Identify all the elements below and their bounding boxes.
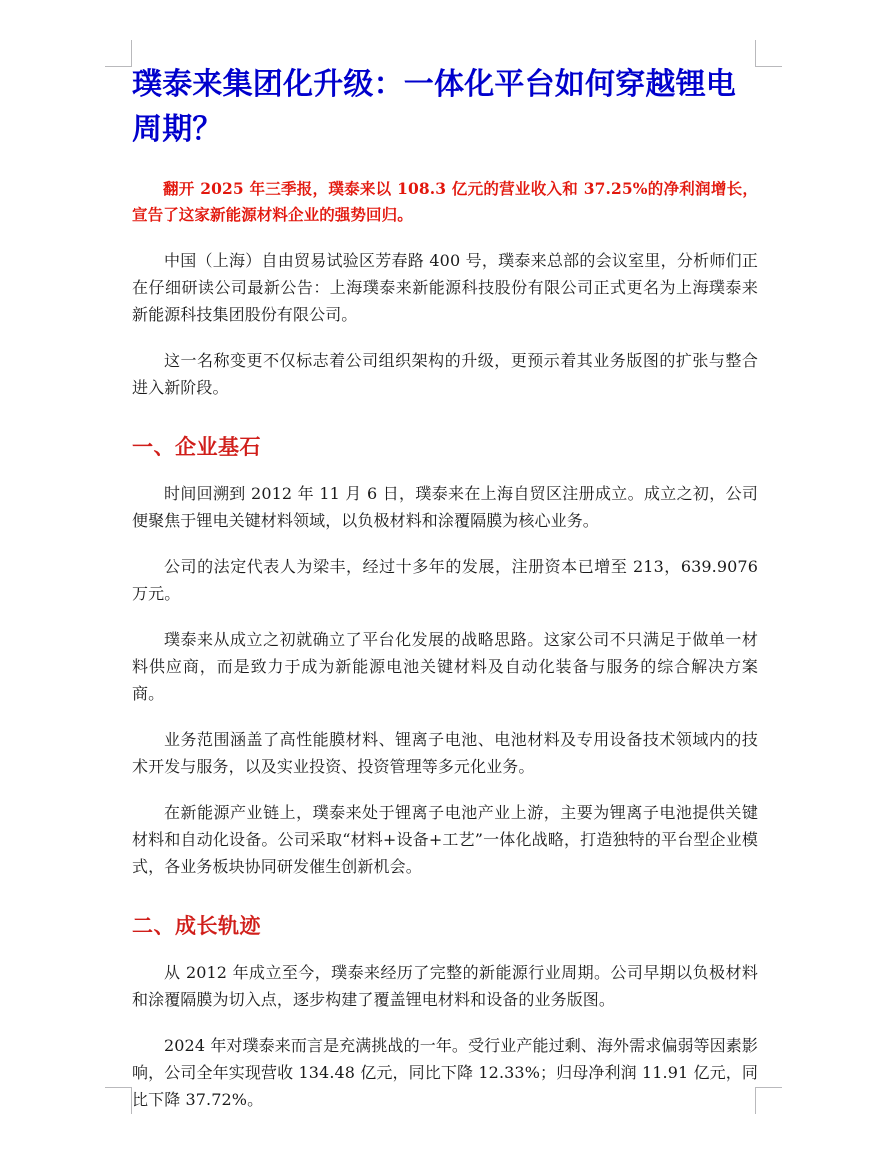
section-2-paragraph-1: 从 2012 年成立至今，璞泰来经历了完整的新能源行业周期。公司早期以负极材料和涂覆隔膜为切入点，逐步构建了覆盖锂电材料和设备的业务版图。 [132, 963, 758, 1009]
section-1-paragraph-4: 业务范围涵盖了高性能膜材料、锂离子电池、电池材料及专用设备技术领域内的技术开发与服务，以及实业投资、投资管理等多元化业务。 [132, 730, 758, 776]
document-title: 璞泰来集团化升级：一体化平台如何穿越锂电周期？ [132, 67, 736, 147]
section-2-paragraph-2: 2024 年对璞泰来而言是充满挑战的一年。受行业产能过剩、海外需求偏弱等因素影响，公司全年实现营收 134.48 亿元，同比下降 12.33%；归母净利润 11.91 亿元，同比下降 37.72%。 [132, 1036, 758, 1109]
crop-mark-bottom-right [755, 1087, 782, 1114]
section-1-paragraph-3: 璞泰来从成立之初就确立了平台化发展的战略思路。这家公司不只满足于做单一材料供应商，而是致力于成为新能源电池关键材料及自动化装备与服务的综合解决方案商。 [132, 630, 758, 703]
crop-mark-bottom-left [105, 1087, 132, 1114]
crop-mark-top-left [105, 40, 132, 67]
section-heading-1: 一、企业基石 [132, 434, 261, 459]
intro-paragraph-1: 中国（上海）自由贸易试验区芳春路 400 号，璞泰来总部的会议室里，分析师们正在仔细研读公司最新公告：上海璞泰来新能源科技股份有限公司正式更名为上海璞泰来新能源科技集团股份有限公司。 [132, 251, 758, 324]
section-1-paragraph-5: 在新能源产业链上，璞泰来处于锂离子电池产业上游，主要为锂离子电池提供关键材料和自动化设备。公司采取“材料+设备+工艺”一体化战略，打造独特的平台型企业模式，各业务板块协同研发催生创新机会。 [132, 803, 758, 876]
section-1-paragraph-1: 时间回溯到 2012 年 11 月 6 日，璞泰来在上海自贸区注册成立。成立之初，公司便聚焦于锂电关键材料领域，以负极材料和涂覆隔膜为核心业务。 [132, 484, 758, 530]
crop-mark-top-right [755, 40, 782, 67]
intro-paragraph-2: 这一名称变更不仅标志着公司组织架构的升级，更预示着其业务版图的扩张与整合进入新阶段。 [132, 351, 758, 397]
document-content [132, 62, 758, 1113]
section-1-paragraph-2: 公司的法定代表人为梁丰，经过十多年的发展，注册资本已增至 213，639.9076 万元。 [132, 557, 758, 603]
lead-paragraph: 翻开 2025 年三季报，璞泰来以 108.3 亿元的营业收入和 37.25%的净利润增长，宣告了这家新能源材料企业的强势回归。 [132, 179, 758, 224]
section-heading-2: 二、成长轨迹 [132, 913, 261, 938]
